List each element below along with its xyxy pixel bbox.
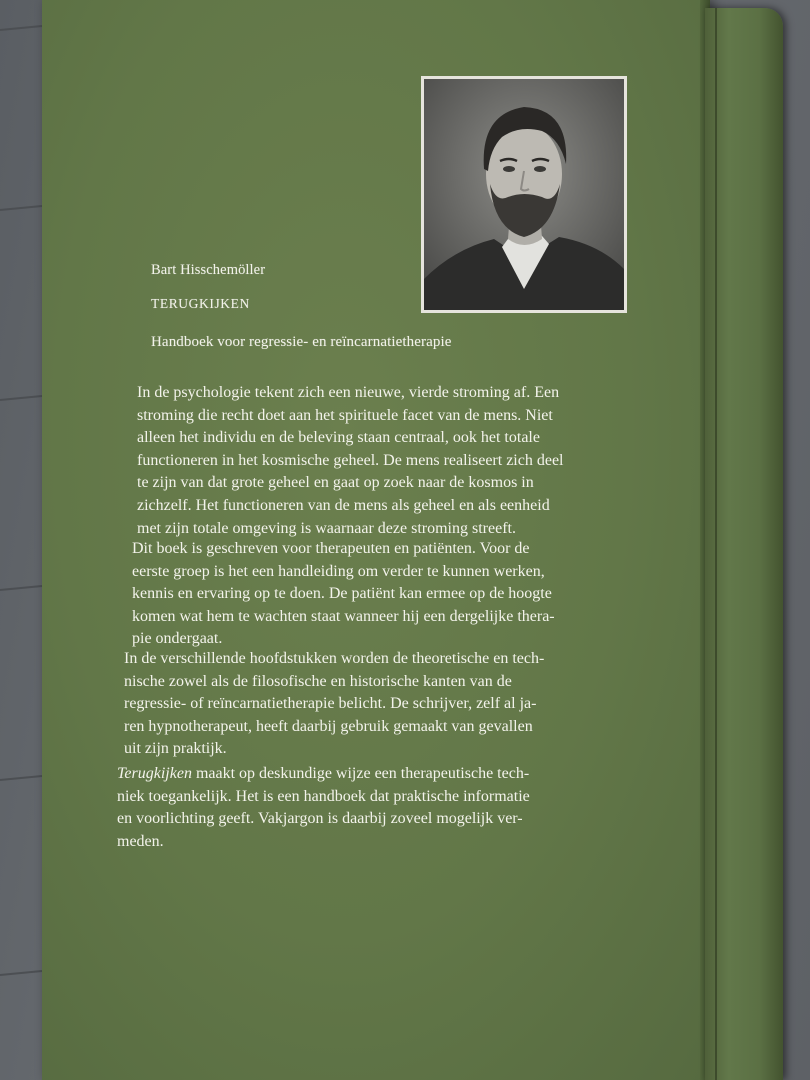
blurb-line — [117, 763, 653, 786]
blurb-paragraph-4 — [117, 763, 653, 853]
blurb-line: kennis en ervaring op te doen. De patiënt kan ermee op de hoogte — [132, 585, 552, 603]
blurb-line: nische zowel als de filosofische en historische kanten van de — [124, 672, 512, 690]
author-name: Bart Hisschemöller — [151, 262, 266, 278]
blurb-line: en voorlichting geeft. Vakjargon is daarbij zoveel mogelijk ver- — [117, 810, 523, 828]
blurb-line: niek toegankelijk. Het is een handboek dat praktische informatie — [117, 787, 530, 805]
blurb-line: alleen het individu en de beleving staan centraal, ook het totale — [137, 429, 540, 447]
blurb-line: In de verschillende hoofdstukken worden de theoretische en tech- — [124, 650, 545, 667]
blurb-line: functioneren in het kosmische geheel. De mens realiseert zich deel — [137, 451, 564, 469]
blurb-line: zichzelf. Het functioneren van de mens als geheel en als eenheid — [137, 496, 550, 514]
blurb-line: te zijn van dat grote geheel en gaat op zoek naar de kosmos in — [137, 474, 534, 492]
book-subtitle: Handboek voor regressie- en reïncarnatietherapie — [151, 334, 452, 350]
book-spine — [705, 8, 783, 1080]
author-photo — [421, 76, 627, 313]
blurb-line: met zijn totale omgeving is waarnaar deze stroming streeft. — [137, 519, 516, 537]
blurb-line: eerste groep is het een handleiding om verder te kunnen werken, — [132, 562, 545, 580]
blurb-line-text: maakt op deskundige wijze een therapeutische tech- — [191, 765, 530, 782]
blurb-line: ren hypnotherapeut, heeft daarbij gebruik gemaakt van gevallen — [124, 717, 533, 735]
author-portrait-image — [424, 79, 624, 310]
blurb-line: meden. — [117, 832, 164, 850]
blurb-line: In de psychologie tekent zich een nieuwe, vierde stroming af. Een — [137, 384, 560, 401]
blurb-line: uit zijn praktijk. — [124, 740, 227, 758]
blurb-line: Dit boek is geschreven voor therapeuten en patiënten. Voor de — [132, 540, 530, 557]
blurb-paragraph-3 — [124, 648, 650, 761]
book-title-italic: Terugkijken — [117, 765, 192, 782]
blurb-line: pie ondergaat. — [132, 630, 223, 648]
blurb-paragraph-2 — [132, 538, 646, 651]
blurb-line: komen wat hem te wachten staat wanneer hij een dergelijke thera- — [132, 607, 555, 625]
blurb-paragraph-1 — [137, 382, 649, 540]
blurb-line: regressie- of reïncarnatietherapie belicht. De schrijver, zelf al ja- — [124, 695, 537, 713]
blurb-line: stroming die recht doet aan het spirituele facet van de mens. Niet — [137, 406, 553, 424]
book-title: TERUGKIJKEN — [151, 296, 250, 311]
